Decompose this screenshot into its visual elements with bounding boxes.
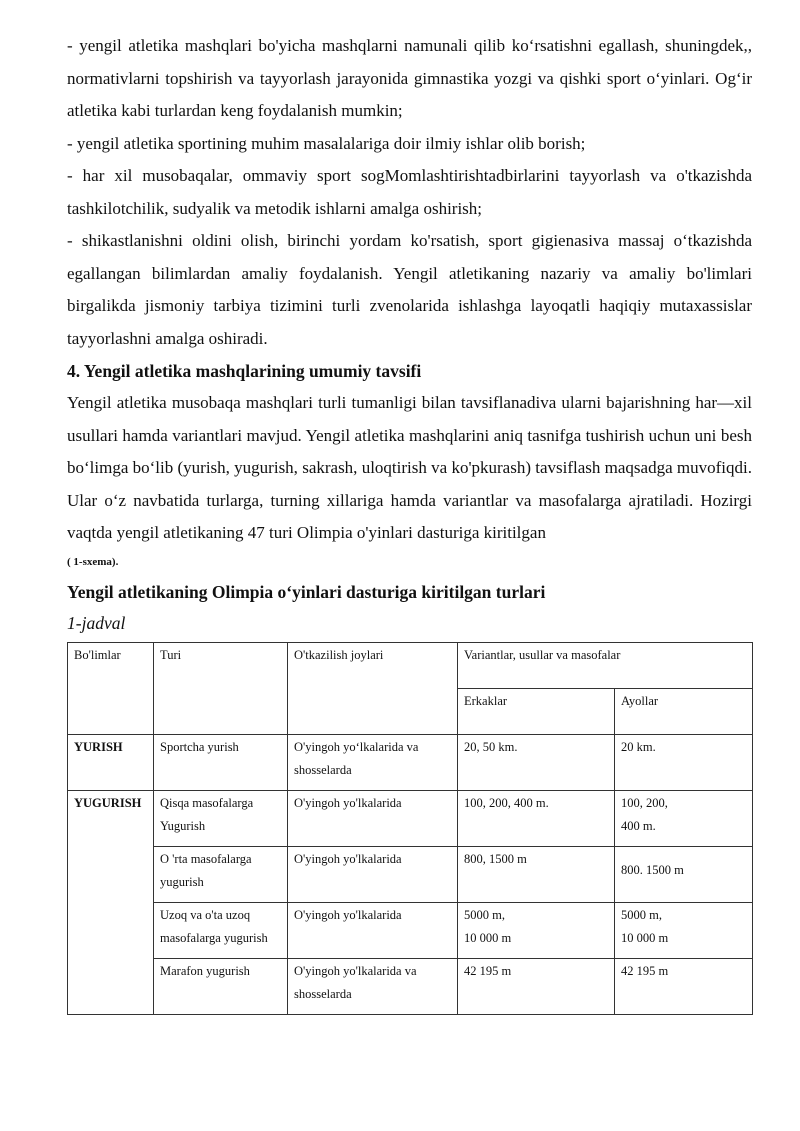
cell-men: 5000 m, 10 000 m (458, 902, 615, 958)
table-caption: 1-jadval (67, 612, 126, 633)
cell-women: 42 195 m (615, 958, 753, 1014)
cell-venue: O'yingoh yo'lkalarida (288, 790, 458, 846)
cell-section: YUGURISH (68, 790, 154, 1014)
table-header-row (68, 642, 753, 688)
cell-type: Uzoq va o'ta uzoq masofalarga yugurish (154, 902, 288, 958)
header-venue: O'tkazilish joylari (288, 642, 458, 734)
cell-men: 42 195 m (458, 958, 615, 1014)
table-row (68, 846, 753, 902)
scheme-note: ( 1-sxema). (67, 555, 119, 568)
document-page (67, 30, 752, 1015)
paragraph: - har xil musobaqalar, ommaviy sport sogMomlashtirishtadbirlarini tayyorlash va o'tkazishda tashkilotchilik, sudyalik va metodik ishlarni amalga oshirish; (67, 166, 752, 218)
cell-section: YURISH (68, 734, 154, 790)
header-women: Ayollar (615, 688, 753, 734)
header-variants: Variantlar, usullar va masofalar (458, 642, 753, 688)
header-men: Erkaklar (458, 688, 615, 734)
cell-men: 800, 1500 m (458, 846, 615, 902)
section-paragraph: Yengil atletika musobaqa mashqlari turli tumanligi bilan tavsiflanadiva ularni bajarishning har—xil usullari hamda variantlari mavjud. Yengil atletika mashqlarini aniq tasnifga tushirish uchun uni besh bo‘limga bo‘lib (yurish, yugurish, sakrash, uloqtirish va ko'pkurash) tavsiflash maqsadga muvofiqdi. Ular o‘z navbatida turlarga, turning xillariga hamda variantlar va masofalarga ajratiladi. Hozirgi vaqtda yengil atletikaning 47 turi Olimpia o'yinlari dasturiga kiritilgan (67, 393, 752, 542)
paragraph: - yengil atletika mashqlari bo'yicha mashqlarni namunali qilib ko‘rsatishni egallash, shuningdek,, normativlarni topshirish va tayyorlash jarayonida gimnastika yozgi va qishki sport o‘yinlari. Og‘ir atletika kabi turlardan keng foydalanish mumkin; (67, 36, 752, 120)
cell-men: 100, 200, 400 m. (458, 790, 615, 846)
cell-women: 100, 200, 400 m. (615, 790, 753, 846)
cell-type: Sportcha yurish (154, 734, 288, 790)
cell-women: 800. 1500 m (615, 846, 753, 902)
table-row (68, 902, 753, 958)
cell-venue: O'yingoh yo'lkalarida va shosselarda (288, 958, 458, 1014)
cell-venue: O'yingoh yo‘lkalarida va shosselarda (288, 734, 458, 790)
cell-women: 20 km. (615, 734, 753, 790)
table-row (68, 790, 753, 846)
section-heading: 4. Yengil atletika mashqlarining umumiy tavsifi (67, 361, 422, 381)
cell-venue: O'yingoh yo'lkalarida (288, 902, 458, 958)
paragraph: - shikastlanishni oldini olish, birinchi yordam ko'rsatish, sport gigienasiva massaj o‘tkazishda egallangan bilimlardan amaliy foydalanish. Yengil atletikaning nazariy va amaliy bo'limlari birgalikda jismoniy tarbiya tizimini turli zvenolarida ishlashga layoqatli haqiqiy mutaxassislar tayyorlashni amalga oshiradi. (67, 231, 752, 348)
cell-men: 20, 50 km. (458, 734, 615, 790)
paragraph: - yengil atletika sportining muhim masalalariga doir ilmiy ishlar olib borish; (67, 133, 586, 153)
header-section: Bo'limlar (68, 642, 154, 734)
events-table (67, 642, 753, 1015)
cell-venue: O'yingoh yo'lkalarida (288, 846, 458, 902)
cell-type: O 'rta masofalarga yugurish (154, 846, 288, 902)
cell-type: Qisqa masofalarga Yugurish (154, 790, 288, 846)
cell-type: Marafon yugurish (154, 958, 288, 1014)
cell-women: 5000 m, 10 000 m (615, 902, 753, 958)
table-row (68, 734, 753, 790)
table-heading: Yengil atletikaning Olimpia o‘yinlari dasturiga kiritilgan turlari (67, 581, 546, 602)
table-row (68, 958, 753, 1014)
header-type: Turi (154, 642, 288, 734)
